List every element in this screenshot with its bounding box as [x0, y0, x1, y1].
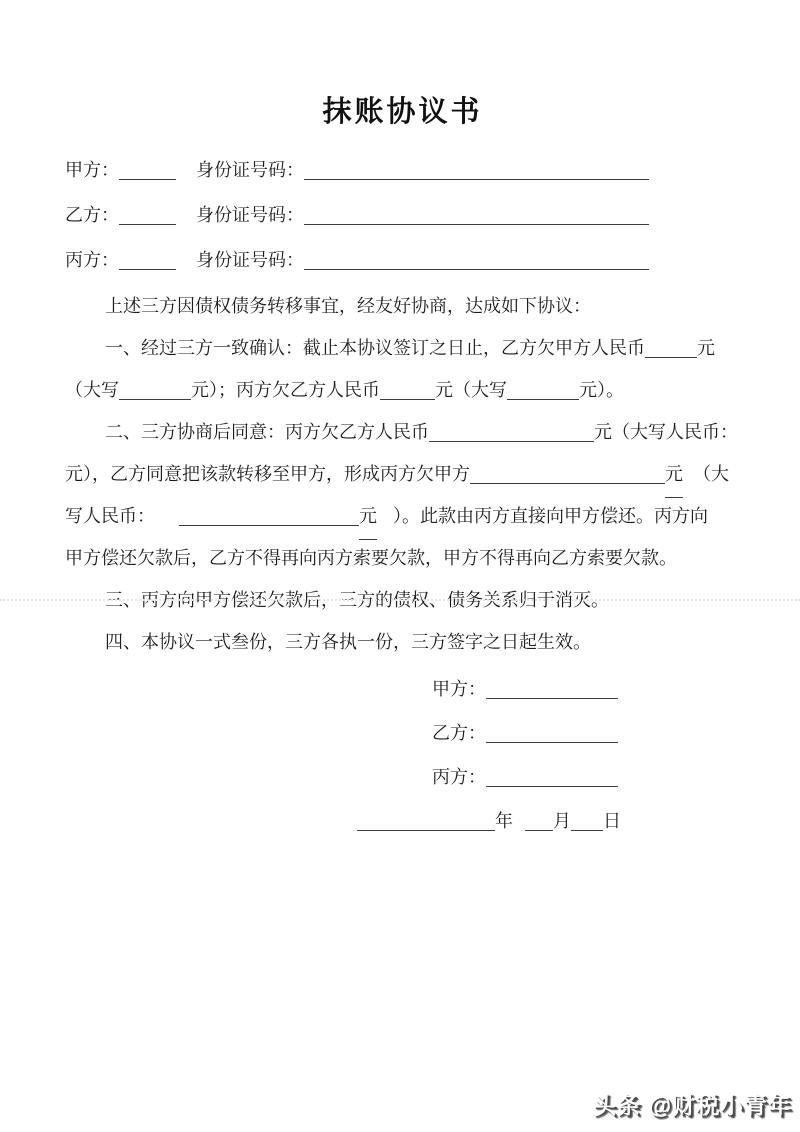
paragraph-line — [65, 495, 740, 537]
text-run: 甲方： — [65, 160, 119, 180]
signature-row — [432, 667, 740, 711]
text-run: 元（大写人民币： — [594, 422, 738, 442]
text-run: （大 — [693, 464, 729, 484]
text-run: 上述三方因债权债务转移事宜，经友好协商，达成如下协议： — [105, 296, 591, 316]
gap — [683, 479, 693, 480]
paragraph-line — [65, 621, 740, 663]
signature-row — [432, 711, 740, 755]
text-run: 元），乙方同意把该款转移至甲方，形成丙方欠甲方 — [65, 464, 470, 484]
blank-field — [486, 723, 618, 743]
blank-field — [486, 679, 618, 699]
agreement-body — [65, 285, 740, 663]
blank-field — [571, 811, 603, 831]
blank-field — [486, 767, 618, 787]
text-run: ）。此款由丙方直接向甲方偿还。丙方向 — [393, 506, 708, 526]
blank-field — [645, 338, 697, 358]
blank-field — [429, 422, 594, 442]
text-run: 乙方： — [432, 723, 486, 743]
text-run: 二、三方协商后同意：丙方欠乙方人民币 — [105, 422, 429, 442]
text-run: 身份证号码： — [196, 160, 304, 180]
blank-field — [119, 205, 176, 225]
document-title: 抹账协议书 — [322, 96, 483, 128]
blank-field — [119, 250, 176, 270]
blank-field — [525, 811, 553, 831]
date-line — [357, 799, 740, 843]
underlined-text-run: 元 — [665, 453, 683, 498]
text-run: （大写 — [65, 380, 119, 400]
paragraph-line — [65, 285, 740, 327]
blank-field — [119, 380, 191, 400]
text-run: 乙方： — [65, 205, 119, 225]
blank-field — [119, 160, 176, 180]
text-run: 甲方： — [432, 679, 486, 699]
faint-scan-divider — [0, 599, 800, 601]
blank-field — [304, 250, 649, 270]
paragraph-line — [65, 411, 740, 453]
paragraph-line — [65, 453, 740, 495]
parties-section — [65, 148, 740, 283]
gap — [176, 175, 196, 176]
underlined-text-run: 元 — [359, 495, 377, 540]
party-row — [65, 238, 740, 283]
blank-field — [507, 380, 579, 400]
gap — [176, 265, 196, 266]
text-run: 丙方： — [65, 250, 119, 270]
text-run: 三、丙方向甲方偿还欠款后，三方的债权、债务关系归于消灭。 — [105, 590, 609, 610]
text-run: 身份证号码： — [196, 250, 304, 270]
blank-field — [380, 380, 435, 400]
text-run: 日 — [603, 811, 621, 831]
blank-field — [304, 205, 649, 225]
gap — [155, 521, 179, 522]
text-run: 元）。 — [579, 380, 624, 400]
text-run: 元 — [697, 338, 715, 358]
text-run: 丙方： — [432, 767, 486, 787]
text-run: 元）；丙方欠乙方人民币 — [191, 380, 380, 400]
text-run: 甲方偿还欠款后，乙方不得再向丙方索要欠款，甲方不得再向乙方索要欠款。 — [65, 548, 677, 568]
paragraph-line — [65, 327, 740, 369]
party-row — [65, 193, 740, 238]
text-run: 元（大写 — [435, 380, 507, 400]
signature-row — [432, 755, 740, 799]
text-run: 一、经过三方一致确认：截止本协议签订之日止，乙方欠甲方人民币 — [105, 338, 645, 358]
text-run: 写人民币： — [65, 506, 155, 526]
blank-field — [304, 160, 649, 180]
text-run: 年 — [495, 811, 513, 831]
text-run: 四、本协议一式叁份，三方各执一份，三方签字之日起生效。 — [105, 632, 591, 652]
paragraph-line — [65, 369, 740, 411]
watermark: 头条 @财税小青年 — [593, 1092, 792, 1118]
signature-section — [65, 667, 740, 799]
gap — [513, 826, 525, 827]
blank-field — [179, 506, 359, 526]
gap — [377, 521, 393, 522]
party-row — [65, 148, 740, 193]
text-run: 月 — [553, 811, 571, 831]
blank-field — [470, 464, 665, 484]
blank-field — [357, 811, 495, 831]
text-run: 身份证号码： — [196, 205, 304, 225]
gap — [176, 220, 196, 221]
paragraph-line — [65, 537, 740, 579]
